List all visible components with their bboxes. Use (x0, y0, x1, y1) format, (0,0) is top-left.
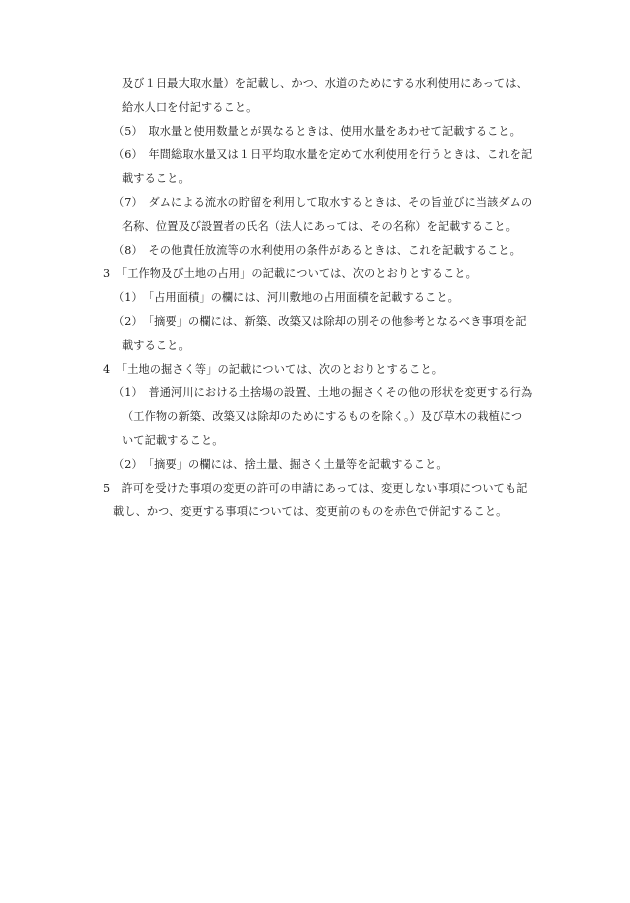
text-line: （7） ダムによる流水の貯留を利用して取水するときは、その旨並びに当該ダムの (113, 196, 533, 209)
text-line: （6） 年間総取水量又は１日平均取水量を定めて水利使用を行うときは、これを記 (113, 148, 533, 162)
text-line: （2） 「摘要」の欄には、新築、改築又は除却の別その他参考となるべき事項を記 (113, 315, 527, 328)
text-line: 給水人口を付記すること。 (122, 100, 258, 114)
text-line: 3 「工作物及び土地の占用」の記載については、次のとおりとすること。 (103, 267, 477, 281)
text-line: （2） 「摘要」の欄には、捨土量、掘さく土量等を記載すること。 (113, 457, 448, 471)
text-line: （1） 普通河川における土捨場の設置、土地の掘さくその他の形状を変更する行為 (113, 386, 533, 400)
text-line: 載し、かつ、変更する事項については、変更前のものを赤色で併記すること。 (113, 505, 508, 519)
text-line: 載すること。 (122, 338, 190, 352)
text-line: 及び１日最大取水量）を記載し、かつ、水道のためにする水利使用にあっては、 (122, 77, 528, 90)
text-line: いて記載すること。 (122, 434, 224, 447)
text-line: 4 「土地の掘さく等」の記載については、次のとおりとすること。 (103, 362, 444, 376)
text-line: （5） 取水量と使用数量とが異なるときは、使用水量をあわせて記載すること。 (113, 124, 521, 138)
text-line: （工作物の新築、改築又は除却のためにするものを除く。）及び草木の栽植につ (122, 410, 523, 424)
text-line: （8） その他責任放流等の水利使用の条件があるときは、これを記載すること。 (113, 243, 521, 257)
text-line: 5 許可を受けた事項の変更の許可の申請にあっては、変更しない事項についても記 (103, 481, 528, 495)
text-line: 名称、位置及び設置者の氏名（法人にあっては、その名称）を記載すること。 (122, 219, 517, 233)
text-line: 載すること。 (122, 172, 190, 186)
text-line: （1） 「占用面積」の欄には、河川敷地の占用面積を記載すること。 (113, 291, 459, 305)
